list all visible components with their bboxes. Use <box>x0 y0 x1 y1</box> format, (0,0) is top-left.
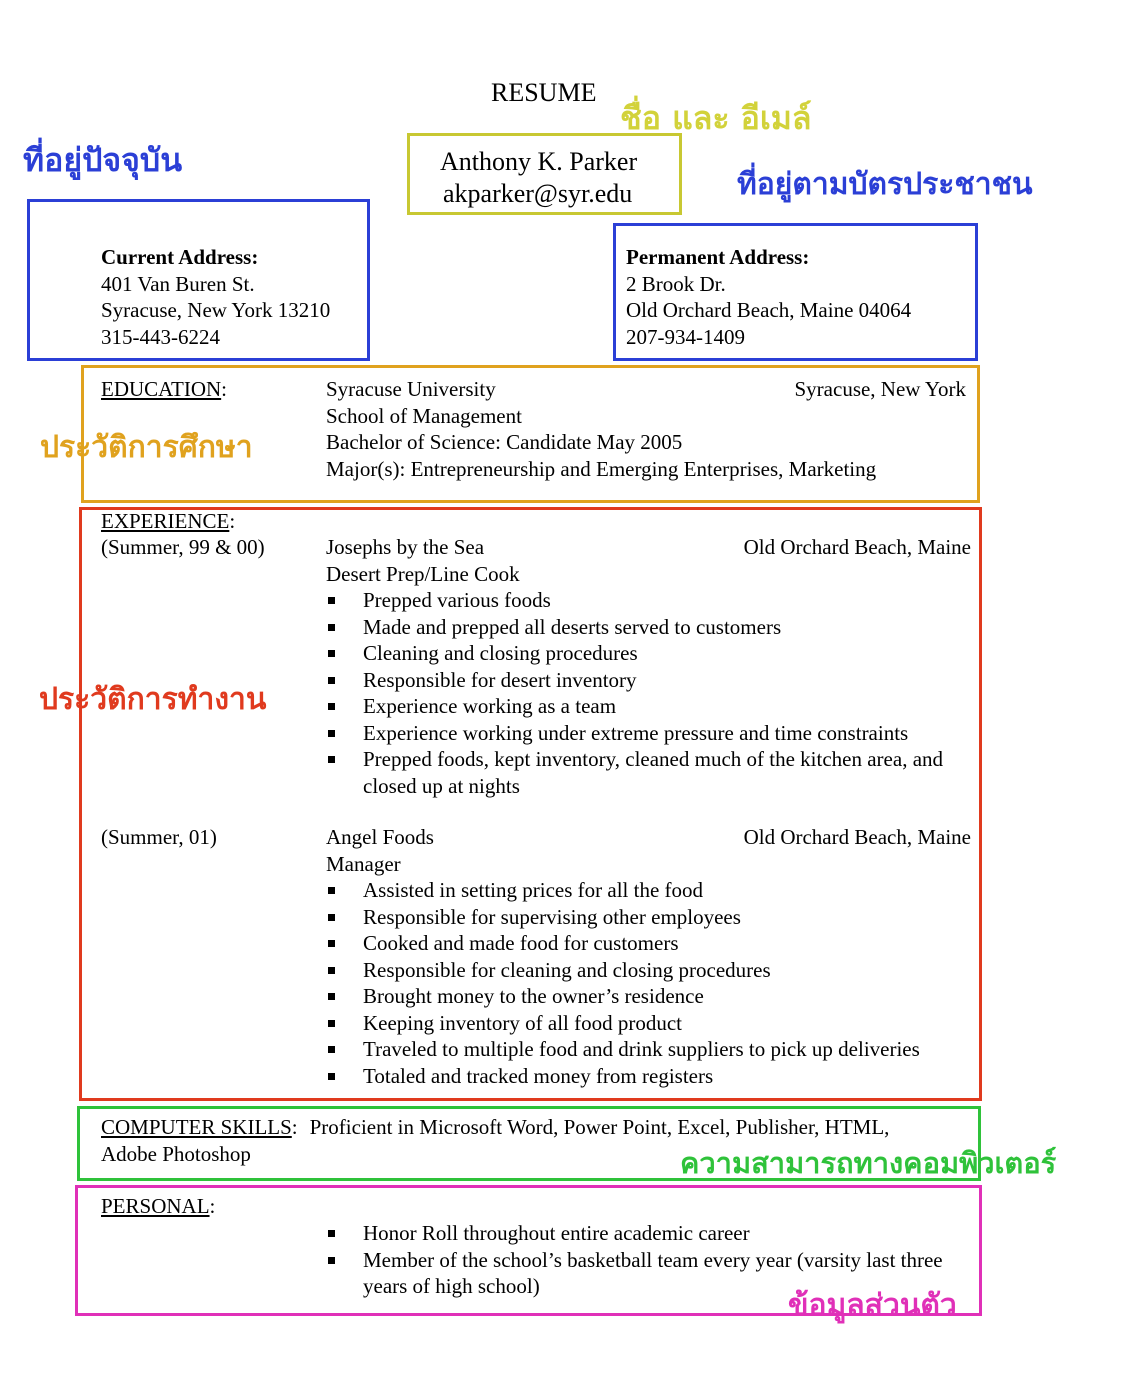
duty-item: Cleaning and closing procedures <box>326 640 971 667</box>
duty-item: Responsible for supervising other employees <box>326 904 971 931</box>
job-duties-list <box>326 587 971 773</box>
job-dates: (Summer, 99 & 00) <box>101 535 265 559</box>
duty-item: Prepped foods, kept inventory, cleaned much of the kitchen area, and <box>326 746 971 773</box>
duty-item: Assisted in setting prices for all the food <box>326 877 971 904</box>
applicant-email: akparker@syr.edu <box>443 179 633 208</box>
experience-heading-text: EXPERIENCE <box>101 509 230 533</box>
computer-skills-section <box>101 1114 889 1167</box>
education-line: School of Management <box>326 403 522 428</box>
duty-item: Made and prepped all deserts served to customers <box>326 614 971 641</box>
job-duties-list <box>326 877 971 1089</box>
job-position: Manager <box>326 851 401 876</box>
personal-item-continuation: years of high school) <box>363 1274 540 1298</box>
duty-item: Keeping inventory of all food product <box>326 1010 971 1037</box>
job-employer-row <box>326 824 971 851</box>
current-address-heading: Current Address: <box>101 245 259 269</box>
job-employer-row <box>326 534 971 561</box>
permanent-address <box>626 244 911 350</box>
personal-heading <box>101 1193 215 1220</box>
permanent-address-line2: Old Orchard Beach, Maine 04064 <box>626 298 912 322</box>
duty-item: Responsible for cleaning and closing procedures <box>326 957 971 984</box>
job-dates: (Summer, 01) <box>101 825 217 849</box>
personal-item: Honor Roll throughout entire academic career <box>326 1220 943 1247</box>
job-position: Desert Prep/Line Cook <box>326 561 520 586</box>
education-heading <box>101 376 227 403</box>
personal-heading-colon: : <box>209 1194 216 1218</box>
permanent-address-line1: 2 Brook Dr. <box>626 271 726 296</box>
personal-heading-text: PERSONAL <box>101 1194 210 1218</box>
duty-item: Experience working under extreme pressure and time constraints <box>326 720 971 747</box>
education-line: Major(s): Entrepreneurship and Emerging Enterprises, Marketing <box>326 456 877 481</box>
duty-item: Experience working as a team <box>326 693 971 720</box>
personal-item: Member of the school’s basketball team every year (varsity last three <box>326 1247 943 1274</box>
annotation-computer-skills: ความสามารถทางคอมพิวเตอร์ <box>680 1146 1057 1180</box>
current-address <box>101 244 330 350</box>
job-entry <box>326 824 971 1089</box>
job-employer: Josephs by the Sea <box>326 535 485 559</box>
experience-heading <box>101 508 235 535</box>
duty-item: Cooked and made food for customers <box>326 930 971 957</box>
job-location: Old Orchard Beach, Maine <box>743 535 971 559</box>
resume-title: RESUME <box>491 78 597 107</box>
duty-item: Prepped various foods <box>326 587 971 614</box>
duty-item-continuation: closed up at nights <box>363 773 520 798</box>
permanent-address-phone: 207-934-1409 <box>626 324 745 349</box>
contact-block <box>440 146 637 210</box>
computer-skills-colon: : <box>291 1115 298 1139</box>
job-employer: Angel Foods <box>326 825 434 849</box>
education-school-row <box>326 376 966 403</box>
education-heading-text: EDUCATION <box>101 377 222 401</box>
computer-skills-line2: Adobe Photoshop <box>101 1141 251 1166</box>
personal-details <box>326 1220 943 1300</box>
education-school: Syracuse University <box>326 377 496 401</box>
personal-list <box>326 1220 943 1273</box>
computer-skills-line1: Proficient in Microsoft Word, Power Point, Excel, Publisher, HTML, <box>309 1115 890 1139</box>
job-location: Old Orchard Beach, Maine <box>743 825 971 849</box>
annotation-personal: ข้อมูลส่วนตัว <box>788 1288 957 1323</box>
education-line: Bachelor of Science: Candidate May 2005 <box>326 430 683 454</box>
current-address-line1: 401 Van Buren St. <box>101 271 255 296</box>
current-address-phone: 315-443-6224 <box>101 324 220 349</box>
duty-item: Traveled to multiple food and drink suppliers to pick up deliveries <box>326 1036 971 1063</box>
education-location: Syracuse, New York <box>794 377 966 401</box>
current-address-line2: Syracuse, New York 13210 <box>101 298 331 322</box>
duty-item: Responsible for desert inventory <box>326 667 971 694</box>
job-entry <box>326 534 971 799</box>
annotation-name-email: ชื่อ และ อีเมล์ <box>620 99 812 137</box>
duty-item: Brought money to the owner’s residence <box>326 983 971 1010</box>
education-heading-colon: : <box>221 377 227 401</box>
annotation-experience: ประวัติการทำงาน <box>39 682 267 717</box>
experience-heading-colon: : <box>229 509 236 533</box>
annotation-permanent-address: ที่อยู่ตามบัตรประชาชน <box>737 167 1033 202</box>
duty-item: Totaled and tracked money from registers <box>326 1063 971 1090</box>
computer-skills-heading: COMPUTER SKILLS <box>101 1115 292 1139</box>
education-details <box>326 376 966 482</box>
applicant-name: Anthony K. Parker <box>440 147 638 176</box>
annotation-current-address: ที่อยู่ปัจจุบัน <box>23 141 183 179</box>
permanent-address-heading: Permanent Address: <box>626 245 810 269</box>
annotation-education: ประวัติการศึกษา <box>40 430 253 465</box>
